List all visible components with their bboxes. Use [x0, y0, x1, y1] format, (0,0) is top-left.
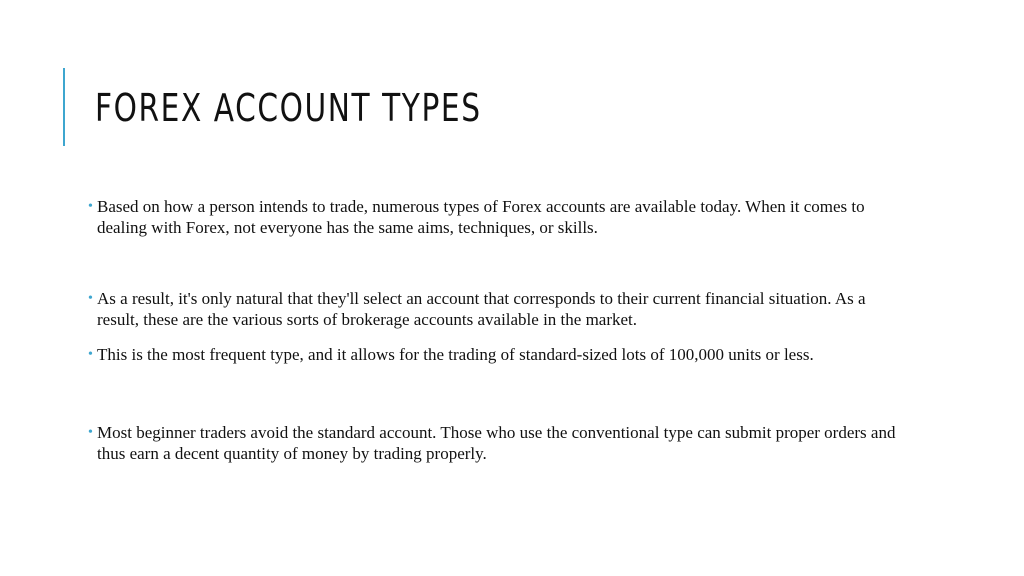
bullet-icon: • — [88, 291, 93, 306]
bullet-item — [88, 344, 908, 365]
title-accent-bar — [63, 68, 65, 146]
bullet-text: As a result, it's only natural that they'll select an account that corresponds to their current financial situation. As a result, these are the various sorts of brokerage accounts available in the market. — [97, 289, 866, 329]
bullet-item — [88, 422, 908, 464]
bullet-icon: • — [88, 347, 93, 362]
bullet-text: Based on how a person intends to trade, numerous types of Forex accounts are available today. When it comes to dealing with Forex, not everyone has the same aims, techniques, or skills. — [97, 197, 865, 237]
bullet-text: This is the most frequent type, and it allows for the trading of standard-sized lots of 100,000 units or less. — [97, 345, 814, 364]
bullet-item — [88, 196, 908, 238]
bullet-item — [88, 288, 908, 330]
bullet-text: Most beginner traders avoid the standard account. Those who use the conventional type can submit proper orders and thus earn a decent quantity of money by trading properly. — [97, 423, 896, 463]
bullet-icon: • — [88, 425, 93, 440]
bullet-icon: • — [88, 199, 93, 214]
slide-title: FOREX ACCOUNT TYPES — [95, 86, 482, 130]
